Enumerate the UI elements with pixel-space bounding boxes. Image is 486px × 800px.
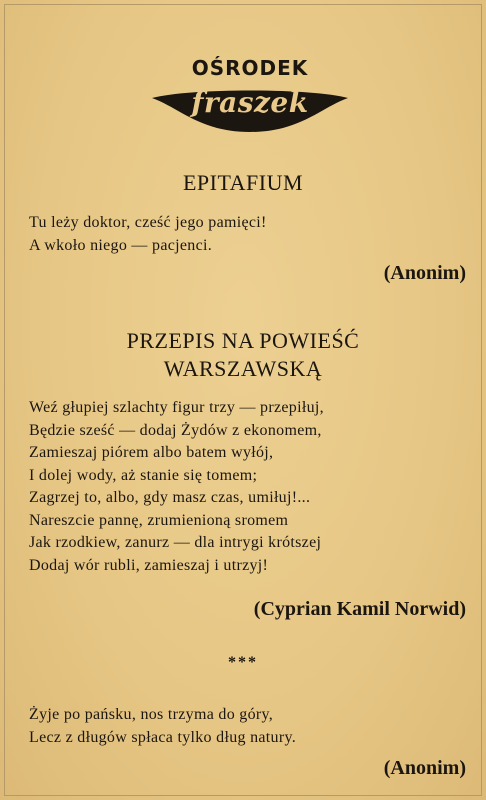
verse-line: A wkoło niego — pacjenci. (29, 236, 213, 254)
poem-title-przepis (0, 327, 486, 383)
verse-line: Tu leży doktor, cześć jego pamięci! (29, 214, 267, 231)
poem2-body (29, 397, 324, 577)
poem-title-epitafium: EPITAFIUM (182, 170, 304, 195)
section-separator: *** (228, 654, 258, 671)
title-line: WARSZAWSKĄ (163, 356, 323, 381)
verse-line: Lecz z długów spłaca tylko dług natury. (29, 728, 297, 746)
poem2-author: (Cyprian Kamil Norwid) (253, 598, 466, 620)
title-line: PRZEPIS NA POWIEŚĆ (126, 328, 360, 353)
verse-line: Dodaj wór rubli, zamieszaj i utrzyj! (29, 556, 269, 574)
verse-line: Weź głupiej szlachty figur trzy — przepiłuj, (29, 399, 324, 416)
poem1-author: (Anonim) (383, 262, 466, 284)
verse-line: Będzie sześć — dodaj Żydów z ekonomem, (29, 421, 322, 439)
logo-script-text: fraszek (191, 86, 309, 119)
verse-line: Żyje po pańsku, nos trzyma do góry, (29, 706, 274, 723)
verse-line: Zamieszaj piórem albo batem wyłój, (29, 444, 274, 461)
verse-line: Jak rzodkiew, zanurz — dla intrygi krótszej (29, 534, 322, 551)
osrodek-fraszek-logo (150, 56, 350, 136)
poem1-body (29, 212, 267, 257)
logo-top-text: OŚRODEK (191, 56, 309, 80)
verse-line: I dolej wody, aż stanie się tomem; (29, 466, 258, 484)
verse-line: Zagrzej to, albo, gdy masz czas, umiłuj!... (29, 489, 311, 506)
poem3-author: (Anonim) (383, 757, 466, 779)
poem3-body (29, 704, 296, 749)
verse-line: Nareszcie pannę, zrumienioną sromem (29, 511, 289, 529)
